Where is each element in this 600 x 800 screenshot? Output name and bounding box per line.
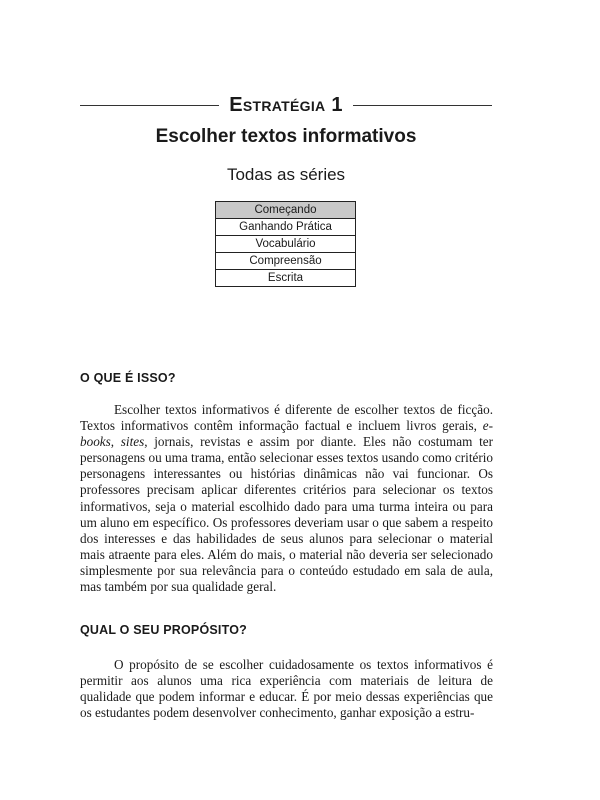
paragraph-rest: , jornais, revistas e assim por diante. Eles não costumam ter personagens ou uma trama, então selecionar esses textos usando como critério personagens interessantes ou histórias dinâmicas não vai funcionar. Os professores precisam aplicar diferentes critérios para selecionar os textos informativos, seja o material escolhido dado para uma turma inteira ou para um aluno em específico. Os professores deveriam usar o que sabem a respeito dos interesses e das habilidades de seus alunos para selecionar o material mais atraente para eles. Além do mais, o material não deveria ser selecionado simplesmente por sua relevância para o conteúdo estudado em sala de aula, mas também por sua qualidade geral. xyxy=(80,434,493,595)
strategy-header xyxy=(80,93,492,117)
stage-label: Ganhando Prática xyxy=(216,219,356,236)
stage-row-compreensao xyxy=(216,253,356,270)
strategy-label: Estratégia 1 xyxy=(229,93,343,116)
section-heading-purpose: QUAL O SEU PROPÓSITO? xyxy=(80,623,247,637)
paragraph-sep: , xyxy=(110,434,121,450)
paragraph-lead: Escolher textos informativos é diferente de escolher textos de ficção. Textos informativos contêm informação factual e incluem livros gerais, xyxy=(80,402,493,434)
stage-label: Compreensão xyxy=(216,253,356,270)
term-ebooks: e-books xyxy=(80,418,493,450)
section-paragraph-purpose: O propósito de se escolher cuidadosamente os textos informativos é permitir aos alunos uma rica experiência com materiais de leitura de qualidade que podem informar e educar. É por meio dessas experiências que os estudantes podem desenvolver conhecimento, ganhar exposição a estru- xyxy=(80,657,493,721)
stages-table xyxy=(215,201,356,287)
stage-row-comecando xyxy=(216,202,356,219)
page-subtitle: Todas as séries xyxy=(226,165,346,184)
stage-row-vocabulario xyxy=(216,236,356,253)
section-heading-what: O QUE É ISSO? xyxy=(80,371,176,385)
section-paragraph-what xyxy=(80,402,493,595)
term-sites: sites xyxy=(120,434,145,450)
page-title: Escolher textos informativos xyxy=(155,126,417,147)
stage-row-ganhando-pratica xyxy=(216,219,356,236)
stage-label: Começando xyxy=(216,202,356,219)
stage-row-escrita xyxy=(216,270,356,287)
right-rule xyxy=(353,105,492,106)
left-rule xyxy=(80,105,219,106)
stage-label: Escrita xyxy=(216,270,356,287)
stage-label: Vocabulário xyxy=(216,236,356,253)
